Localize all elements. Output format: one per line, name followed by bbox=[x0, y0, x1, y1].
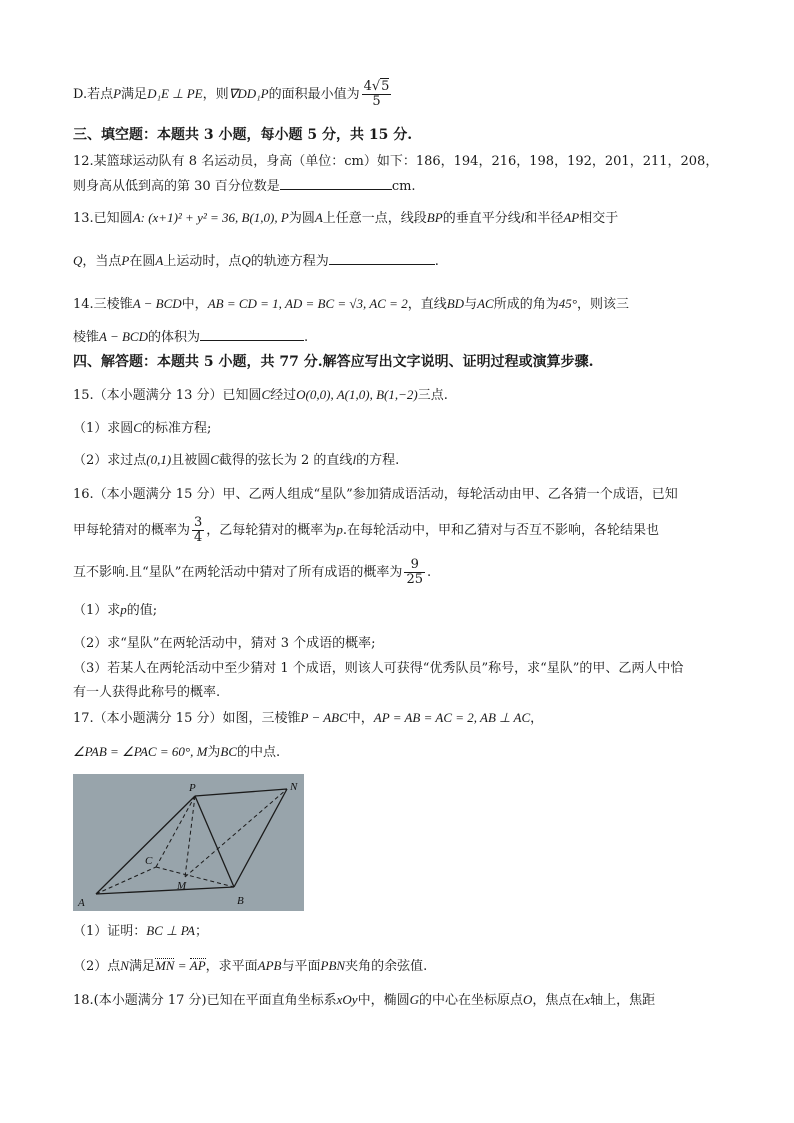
figure-shade bbox=[73, 774, 304, 911]
prob-fraction-jia: $\frac{3}{4}$ bbox=[194, 515, 203, 545]
vector-AP: AP bbox=[189, 958, 206, 973]
q16-line2: 甲每轮猜对的概率为 $\frac{3}{4}$ ，乙每轮猜对的概率为p.在每轮活动中，甲和乙猜对与否互不影响，各轮结果也 bbox=[73, 515, 659, 545]
q17-part1: （1）证明：BC ⊥ PA； bbox=[73, 923, 208, 939]
q17-part2: （2）点N满足MN = AP，求平面APB与平面PBN夹角的余弦值. bbox=[73, 958, 428, 974]
option-d: D.若点P满足D₁E ⊥ PE，则∇DD₁P的面积最小值为 $\frac{4√5}{5}$ bbox=[73, 79, 390, 109]
q15-stem: 15.（本小题满分 13 分）已知圆C经过O(0,0), A(1,0), B(1,−2)三点. bbox=[73, 387, 448, 403]
label-N: N bbox=[290, 781, 298, 793]
label-C: C bbox=[145, 855, 153, 867]
q16-part1: （1）求p的值; bbox=[73, 602, 158, 618]
q13-line2: Q，当点P在圆A上运动时，点Q的轨迹方程为 . bbox=[73, 253, 439, 269]
q16-line1: 16.（本小题满分 15 分）甲、乙两人组成“星队”参加猜成语活动，每轮活动由甲、乙各猜一个成语，已知 bbox=[73, 487, 678, 502]
section-3-heading: 三、填空题：本题共 3 小题，每小题 5 分，共 15 分. bbox=[73, 127, 413, 143]
q16-part3-line1: （3）若某人在两轮活动中至少猜对 1 个成语，则该人可获得“优秀队员”称号，求“星队”的甲、乙两人中恰 bbox=[73, 661, 684, 676]
section-4-heading: 四、解答题：本题共 5 小题，共 77 分.解答应写出文字说明、证明过程或演算步骤. bbox=[73, 354, 594, 370]
q12-line1: 12.某篮球运动队有 8 名运动员，身高（单位：cm）如下：186，194，216，198，192，201，211，208， bbox=[73, 154, 719, 169]
label-P: P bbox=[189, 782, 196, 794]
q16-part2: （2）求“星队”在两轮活动中，猜对 3 个成语的概率; bbox=[73, 636, 376, 651]
prob-fraction-all: $\frac{9}{25}$ bbox=[406, 557, 423, 587]
q12-line2: 则身高从低到高的第 30 百分位数是 cm. bbox=[73, 176, 416, 196]
q14-line1: 14.三棱锥A − BCD中，AB = CD = 1, AD = BC = √3, AC = 2，直线BD与AC所成的角为45°，则该三 bbox=[73, 296, 629, 312]
q17-line1: 17.（本小题满分 15 分）如图，三棱锥P − ABC中，AP = AB = AC = 2, AB ⊥ AC， bbox=[73, 710, 544, 726]
q15-part1: （1）求圆C的标准方程; bbox=[73, 420, 212, 436]
pyramid-figure bbox=[73, 774, 304, 911]
label-A: A bbox=[78, 897, 85, 909]
answer-blank bbox=[200, 327, 304, 341]
q17-line2: ∠PAB = ∠PAC = 60°, M为BC的中点. bbox=[73, 744, 281, 760]
q16-line3: 互不影响.且“星队”在两轮活动中猜对了所有成语的概率为 $\frac{9}{25}$ . bbox=[73, 557, 432, 587]
q15-part2: （2）求过点(0,1)且被圆C截得的弦长为 2 的直线l的方程. bbox=[73, 452, 400, 468]
q13-line1: 13.已知圆A: (x+1)² + y² = 36, B(1,0), P为圆A上任意一点，线段BP的垂直平分线l和半径AP相交于 bbox=[73, 210, 619, 226]
q16-part3-line2: 有一人获得此称号的概率. bbox=[73, 685, 221, 700]
answer-blank bbox=[329, 251, 435, 265]
vector-MN: MN bbox=[154, 958, 175, 973]
label-B: B bbox=[237, 895, 244, 907]
label-M: M bbox=[177, 880, 187, 892]
q18-line1: 18.(本小题满分 17 分)已知在平面直角坐标系xOy中，椭圆G的中心在坐标原点O，焦点在x轴上，焦距 bbox=[73, 992, 656, 1008]
min-area-fraction: $\frac{4√5}{5}$ bbox=[363, 79, 390, 109]
q14-line2: 棱锥A − BCD的体积为 . bbox=[73, 329, 309, 345]
answer-blank bbox=[280, 176, 392, 190]
